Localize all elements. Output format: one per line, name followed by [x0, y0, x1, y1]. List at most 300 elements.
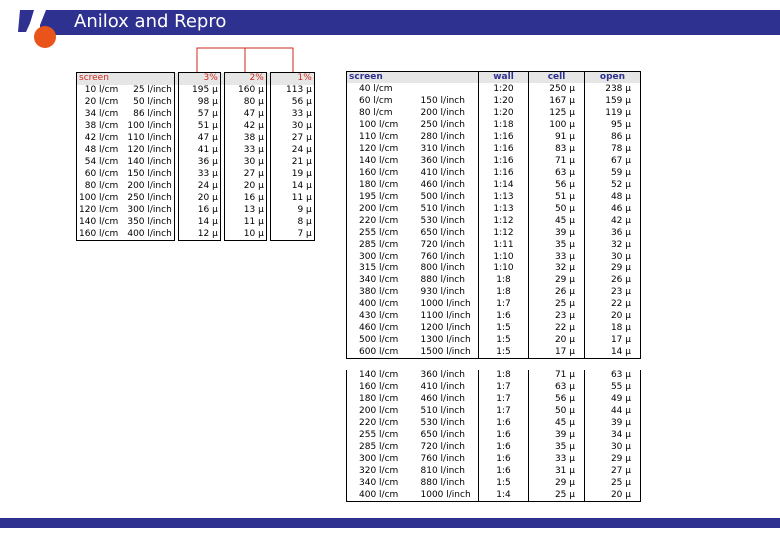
- open-size-cell: 20 µ: [585, 489, 641, 501]
- pct1-cell: 113 µ: [270, 85, 314, 97]
- anilox-screen-cm-cell: 160 l/cm: [347, 382, 409, 394]
- wall-cell: 1:7: [479, 382, 529, 394]
- cell-size-cell: 23 µ: [529, 311, 585, 323]
- pct3-cell: 57 µ: [178, 109, 220, 121]
- pct1-cell: 24 µ: [270, 145, 314, 157]
- open-size-cell: 67 µ: [585, 155, 641, 167]
- open-size-cell: 39 µ: [585, 418, 641, 430]
- open-size-cell: 17 µ: [585, 335, 641, 347]
- open-size-cell: 86 µ: [585, 131, 641, 143]
- screen-header: screen: [77, 73, 175, 85]
- pct2-cell: 10 µ: [224, 229, 266, 241]
- anilox-screen-cm-cell: 400 l/cm: [347, 489, 409, 501]
- open-size-cell: 49 µ: [585, 394, 641, 406]
- screen-cm-cell: 160 l/cm: [77, 229, 121, 241]
- pct3-cell: 195 µ: [178, 85, 220, 97]
- table-row: [77, 217, 315, 229]
- open-size-cell: 14 µ: [585, 347, 641, 359]
- table-row: [77, 181, 315, 193]
- pct2-cell: 80 µ: [224, 97, 266, 109]
- anilox-screen-cm-cell: 600 l/cm: [347, 347, 409, 359]
- anilox-screen-inch-cell: 510 l/inch: [409, 406, 479, 418]
- table-row: [347, 406, 641, 418]
- table-row: [347, 454, 641, 466]
- wall-cell: 1:16: [479, 155, 529, 167]
- pct2-header: 2%: [224, 73, 266, 85]
- table-row: [77, 85, 315, 97]
- wall-cell: 1:6: [479, 466, 529, 478]
- wall-cell: 1:16: [479, 131, 529, 143]
- cell-size-cell: 39 µ: [529, 227, 585, 239]
- pct1-cell: 8 µ: [270, 217, 314, 229]
- pct3-header: 3%: [178, 73, 220, 85]
- pct1-header: 1%: [270, 73, 314, 85]
- table-row: [77, 205, 315, 217]
- anilox-screen-inch-cell: 880 l/inch: [409, 477, 479, 489]
- open-size-cell: 119 µ: [585, 107, 641, 119]
- wall-cell: 1:8: [479, 287, 529, 299]
- wall-cell: 1:11: [479, 239, 529, 251]
- pct1-cell: 33 µ: [270, 109, 314, 121]
- screen-cm-cell: 34 l/cm: [77, 109, 121, 121]
- open-size-cell: 36 µ: [585, 227, 641, 239]
- pct1-cell: 11 µ: [270, 193, 314, 205]
- wall-cell: 1:6: [479, 418, 529, 430]
- open-size-cell: 55 µ: [585, 382, 641, 394]
- table-row: [347, 203, 641, 215]
- screen-inch-cell: 400 l/inch: [120, 229, 174, 241]
- anilox-screen-cm-cell: 120 l/cm: [347, 143, 409, 155]
- anilox-screen-cm-cell: 460 l/cm: [347, 323, 409, 335]
- table-row: [347, 418, 641, 430]
- cell-size-cell: 45 µ: [529, 215, 585, 227]
- table-row: [347, 299, 641, 311]
- anilox-screen-inch-cell: 280 l/inch: [409, 131, 479, 143]
- footer-bar: [0, 518, 780, 528]
- table-row: [347, 167, 641, 179]
- pct2-cell: 38 µ: [224, 133, 266, 145]
- wall-cell: 1:16: [479, 167, 529, 179]
- cell-size-cell: 31 µ: [529, 466, 585, 478]
- table-row: [347, 442, 641, 454]
- anilox-screen-cm-cell: 40 l/cm: [347, 83, 409, 95]
- table-row: [347, 323, 641, 335]
- cell-size-cell: 17 µ: [529, 347, 585, 359]
- anilox-screen-cm-cell: 340 l/cm: [347, 477, 409, 489]
- anilox-screen-cm-cell: 80 l/cm: [347, 107, 409, 119]
- cell-size-cell: 32 µ: [529, 263, 585, 275]
- anilox-screen-cm-cell: 195 l/cm: [347, 191, 409, 203]
- open-size-cell: 29 µ: [585, 454, 641, 466]
- anilox-screen-inch-cell: 460 l/inch: [409, 394, 479, 406]
- table-row: [77, 121, 315, 133]
- open-size-cell: 26 µ: [585, 275, 641, 287]
- cell-size-cell: 25 µ: [529, 489, 585, 501]
- anilox-screen-cm-cell: 285 l/cm: [347, 239, 409, 251]
- pct3-cell: 98 µ: [178, 97, 220, 109]
- table-row: [347, 263, 641, 275]
- cell-size-cell: 20 µ: [529, 335, 585, 347]
- anilox-screen-inch-cell: 760 l/inch: [409, 251, 479, 263]
- wall-cell: 1:4: [479, 489, 529, 501]
- anilox-screen-inch-cell: 410 l/inch: [409, 167, 479, 179]
- wall-cell: 1:5: [479, 477, 529, 489]
- pct1-cell: 19 µ: [270, 169, 314, 181]
- pct3-cell: 24 µ: [178, 181, 220, 193]
- table-row: [77, 169, 315, 181]
- wall-cell: 1:5: [479, 347, 529, 359]
- anilox-screen-cm-cell: 200 l/cm: [347, 406, 409, 418]
- group-spacer: [347, 359, 641, 370]
- table-row: [347, 347, 641, 359]
- cell-size-cell: 25 µ: [529, 299, 585, 311]
- anilox-screen-cm-cell: 160 l/cm: [347, 167, 409, 179]
- table-row: [347, 239, 641, 251]
- table-row: [347, 287, 641, 299]
- anilox-screen-inch-cell: 720 l/inch: [409, 442, 479, 454]
- wall-cell: 1:8: [479, 275, 529, 287]
- table-row: [347, 155, 641, 167]
- cell-size-cell: 91 µ: [529, 131, 585, 143]
- pct3-cell: 33 µ: [178, 169, 220, 181]
- open-size-cell: 238 µ: [585, 83, 641, 95]
- screen-inch-cell: 50 l/inch: [120, 97, 174, 109]
- wall-cell: 1:18: [479, 119, 529, 131]
- anilox-screen-cm-cell: 180 l/cm: [347, 394, 409, 406]
- pct2-cell: 13 µ: [224, 205, 266, 217]
- screen-cm-cell: 42 l/cm: [77, 133, 121, 145]
- table-row: [347, 335, 641, 347]
- screen-inch-cell: 200 l/inch: [120, 181, 174, 193]
- anilox-screen-cm-cell: 300 l/cm: [347, 454, 409, 466]
- table-row: [77, 229, 315, 241]
- pct2-cell: 47 µ: [224, 109, 266, 121]
- open-size-cell: 159 µ: [585, 95, 641, 107]
- screen-cm-cell: 54 l/cm: [77, 157, 121, 169]
- cell-size-cell: 125 µ: [529, 107, 585, 119]
- anilox-screen-inch-cell: 720 l/inch: [409, 239, 479, 251]
- anilox-screen-inch-cell: 1000 l/inch: [409, 299, 479, 311]
- cell-size-cell: 26 µ: [529, 287, 585, 299]
- wall-cell: 1:10: [479, 251, 529, 263]
- cell-size-cell: 35 µ: [529, 442, 585, 454]
- screen-cm-cell: 100 l/cm: [77, 193, 121, 205]
- table-row: [347, 191, 641, 203]
- table-row: [347, 311, 641, 323]
- open-size-cell: 34 µ: [585, 430, 641, 442]
- pct2-cell: 16 µ: [224, 193, 266, 205]
- open-size-cell: 52 µ: [585, 179, 641, 191]
- table-row: [77, 97, 315, 109]
- open-size-cell: 44 µ: [585, 406, 641, 418]
- table-row: [347, 370, 641, 382]
- cell-size-cell: 63 µ: [529, 382, 585, 394]
- pct3-cell: 14 µ: [178, 217, 220, 229]
- screen-cm-cell: 120 l/cm: [77, 205, 121, 217]
- cell-size-cell: 100 µ: [529, 119, 585, 131]
- pct3-cell: 36 µ: [178, 157, 220, 169]
- wall-cell: 1:16: [479, 143, 529, 155]
- wall-cell: 1:6: [479, 430, 529, 442]
- wall-cell: 1:5: [479, 335, 529, 347]
- anilox-screen-cm-cell: 140 l/cm: [347, 370, 409, 382]
- cell-size-cell: 83 µ: [529, 143, 585, 155]
- screen-cm-cell: 80 l/cm: [77, 181, 121, 193]
- screen-inch-cell: 350 l/inch: [120, 217, 174, 229]
- anilox-screen-inch-cell: 530 l/inch: [409, 418, 479, 430]
- cell-size-cell: 167 µ: [529, 95, 585, 107]
- wall-cell: 1:14: [479, 179, 529, 191]
- screen-inch-cell: 110 l/inch: [120, 133, 174, 145]
- anilox-screen-inch-cell: 810 l/inch: [409, 466, 479, 478]
- pct1-cell: 14 µ: [270, 181, 314, 193]
- anilox-screen-cm-cell: 430 l/cm: [347, 311, 409, 323]
- table-row: [347, 489, 641, 501]
- anilox-screen-cm-cell: 100 l/cm: [347, 119, 409, 131]
- anilox-screen-inch-cell: 1100 l/inch: [409, 311, 479, 323]
- wall-cell: 1:20: [479, 107, 529, 119]
- anilox-screen-inch-cell: 510 l/inch: [409, 203, 479, 215]
- cell-size-cell: 50 µ: [529, 203, 585, 215]
- anilox-screen-inch-cell: 360 l/inch: [409, 155, 479, 167]
- cell-size-cell: 250 µ: [529, 83, 585, 95]
- anilox-screen-inch-cell: 930 l/inch: [409, 287, 479, 299]
- wall-cell: 1:7: [479, 299, 529, 311]
- anilox-screen-inch-cell: 410 l/inch: [409, 382, 479, 394]
- cell-size-cell: 71 µ: [529, 370, 585, 382]
- anilox-screen-cm-cell: 180 l/cm: [347, 179, 409, 191]
- screen-cm-cell: 140 l/cm: [77, 217, 121, 229]
- screen-cm-cell: 10 l/cm: [77, 85, 121, 97]
- open-size-cell: 23 µ: [585, 287, 641, 299]
- anilox-screen-cm-cell: 60 l/cm: [347, 95, 409, 107]
- open-size-cell: 78 µ: [585, 143, 641, 155]
- open-size-cell: 59 µ: [585, 167, 641, 179]
- pct2-cell: 33 µ: [224, 145, 266, 157]
- pct1-cell: 7 µ: [270, 229, 314, 241]
- open-size-cell: 30 µ: [585, 251, 641, 263]
- anilox-screen-inch-cell: 1200 l/inch: [409, 323, 479, 335]
- anilox-screen-cm-cell: 285 l/cm: [347, 442, 409, 454]
- wall-cell: 1:20: [479, 95, 529, 107]
- screen-inch-cell: 100 l/inch: [120, 121, 174, 133]
- anilox-screen-cm-cell: 220 l/cm: [347, 215, 409, 227]
- pct1-cell: 9 µ: [270, 205, 314, 217]
- anilox-screen-inch-cell: 760 l/inch: [409, 454, 479, 466]
- anilox-screen-cm-cell: 255 l/cm: [347, 227, 409, 239]
- anilox-screen-cm-cell: 255 l/cm: [347, 430, 409, 442]
- table-row: [347, 119, 641, 131]
- anilox-screen-inch-cell: 200 l/inch: [409, 107, 479, 119]
- table-row: [347, 83, 641, 95]
- pct1-cell: 27 µ: [270, 133, 314, 145]
- percentage-connector-lines: [196, 46, 296, 72]
- table-row: [77, 109, 315, 121]
- anilox-screen-cm-cell: 340 l/cm: [347, 275, 409, 287]
- open-size-cell: 42 µ: [585, 215, 641, 227]
- cell-size-cell: 35 µ: [529, 239, 585, 251]
- anilox-screen-cm-cell: 380 l/cm: [347, 287, 409, 299]
- wall-cell: 1:7: [479, 406, 529, 418]
- table-row: [347, 95, 641, 107]
- table-row: [77, 157, 315, 169]
- table-row: [347, 382, 641, 394]
- screen-table-header: [77, 73, 315, 85]
- cell-size-cell: 56 µ: [529, 179, 585, 191]
- pct3-cell: 20 µ: [178, 193, 220, 205]
- pct2-cell: 11 µ: [224, 217, 266, 229]
- anilox-screen-inch-cell: 1300 l/inch: [409, 335, 479, 347]
- table-row: [347, 179, 641, 191]
- open-size-cell: 63 µ: [585, 370, 641, 382]
- anilox-screen-inch-cell: 250 l/inch: [409, 119, 479, 131]
- wall-cell: 1:20: [479, 83, 529, 95]
- pct3-cell: 12 µ: [178, 229, 220, 241]
- screen-cm-cell: 20 l/cm: [77, 97, 121, 109]
- anilox-screen-cm-cell: 220 l/cm: [347, 418, 409, 430]
- anilox-screen-inch-cell: 530 l/inch: [409, 215, 479, 227]
- cell-size-cell: 33 µ: [529, 454, 585, 466]
- table-row: [347, 215, 641, 227]
- pct1-cell: 30 µ: [270, 121, 314, 133]
- anilox-screen-inch-cell: 150 l/inch: [409, 95, 479, 107]
- anilox-screen-inch-cell: 650 l/inch: [409, 227, 479, 239]
- open-size-cell: 22 µ: [585, 299, 641, 311]
- table-row: [347, 107, 641, 119]
- cell-size-cell: 56 µ: [529, 394, 585, 406]
- wall-cell: 1:12: [479, 215, 529, 227]
- table-row: [77, 133, 315, 145]
- anilox-screen-header: screen: [347, 72, 409, 84]
- anilox-screen-inch-cell: 460 l/inch: [409, 179, 479, 191]
- anilox-screen-inch-cell: [409, 83, 479, 95]
- anilox-screen-cm-cell: 500 l/cm: [347, 335, 409, 347]
- pct2-cell: 30 µ: [224, 157, 266, 169]
- open-size-cell: 25 µ: [585, 477, 641, 489]
- pct2-cell: 27 µ: [224, 169, 266, 181]
- anilox-screen-cm-cell: 315 l/cm: [347, 263, 409, 275]
- anilox-screen-inch-cell: 1500 l/inch: [409, 347, 479, 359]
- cell-size-cell: 39 µ: [529, 430, 585, 442]
- wall-cell: 1:10: [479, 263, 529, 275]
- cell-size-cell: 22 µ: [529, 323, 585, 335]
- page-title: Anilox and Repro: [74, 11, 227, 32]
- pct1-cell: 56 µ: [270, 97, 314, 109]
- open-size-cell: 29 µ: [585, 263, 641, 275]
- table-row: [347, 394, 641, 406]
- anilox-screen-cm-cell: 140 l/cm: [347, 155, 409, 167]
- anilox-inch-header: [409, 72, 479, 84]
- table-row: [347, 143, 641, 155]
- screen-inch-cell: 250 l/inch: [120, 193, 174, 205]
- cell-size-cell: 71 µ: [529, 155, 585, 167]
- table-row: [347, 477, 641, 489]
- pct3-cell: 51 µ: [178, 121, 220, 133]
- wall-cell: 1:5: [479, 323, 529, 335]
- wall-cell: 1:12: [479, 227, 529, 239]
- screen-inch-cell: 120 l/inch: [120, 145, 174, 157]
- cell-size-cell: 29 µ: [529, 275, 585, 287]
- anilox-screen-cm-cell: 200 l/cm: [347, 203, 409, 215]
- pct3-cell: 16 µ: [178, 205, 220, 217]
- table-row: [347, 430, 641, 442]
- anilox-screen-cm-cell: 400 l/cm: [347, 299, 409, 311]
- anilox-screen-cm-cell: 320 l/cm: [347, 466, 409, 478]
- screen-inch-cell: 140 l/inch: [120, 157, 174, 169]
- wall-cell: 1:7: [479, 394, 529, 406]
- open-size-cell: 30 µ: [585, 442, 641, 454]
- anilox-screen-cm-cell: 110 l/cm: [347, 131, 409, 143]
- wall-cell: 1:6: [479, 311, 529, 323]
- anilox-screen-inch-cell: 1000 l/inch: [409, 489, 479, 501]
- anilox-screen-inch-cell: 360 l/inch: [409, 370, 479, 382]
- cell-size-cell: 45 µ: [529, 418, 585, 430]
- table-row: [347, 466, 641, 478]
- table-row: [347, 275, 641, 287]
- wall-header: wall: [479, 72, 529, 84]
- anilox-screen-inch-cell: 500 l/inch: [409, 191, 479, 203]
- anilox-screen-inch-cell: 800 l/inch: [409, 263, 479, 275]
- pct3-cell: 47 µ: [178, 133, 220, 145]
- screen-cm-cell: 60 l/cm: [77, 169, 121, 181]
- pct2-cell: 42 µ: [224, 121, 266, 133]
- cell-size-cell: 63 µ: [529, 167, 585, 179]
- anilox-table-header: [347, 72, 641, 84]
- company-logo-icon: [16, 10, 60, 50]
- anilox-screen-inch-cell: 880 l/inch: [409, 275, 479, 287]
- anilox-screen-inch-cell: 310 l/inch: [409, 143, 479, 155]
- open-size-cell: 20 µ: [585, 311, 641, 323]
- open-size-cell: 27 µ: [585, 466, 641, 478]
- open-size-cell: 48 µ: [585, 191, 641, 203]
- screen-inch-cell: 150 l/inch: [120, 169, 174, 181]
- wall-cell: 1:8: [479, 370, 529, 382]
- anilox-screen-inch-cell: 650 l/inch: [409, 430, 479, 442]
- cell-size-cell: 50 µ: [529, 406, 585, 418]
- wall-cell: 1:13: [479, 203, 529, 215]
- open-size-cell: 18 µ: [585, 323, 641, 335]
- table-row: [347, 227, 641, 239]
- open-size-cell: 46 µ: [585, 203, 641, 215]
- screen-dot-table: [76, 72, 315, 241]
- screen-inch-cell: 86 l/inch: [120, 109, 174, 121]
- wall-cell: 1:6: [479, 454, 529, 466]
- open-header: open: [585, 72, 641, 84]
- pct2-cell: 20 µ: [224, 181, 266, 193]
- anilox-screen-cm-cell: 300 l/cm: [347, 251, 409, 263]
- wall-cell: 1:6: [479, 442, 529, 454]
- table-row: [77, 193, 315, 205]
- cell-header: cell: [529, 72, 585, 84]
- screen-cm-cell: 48 l/cm: [77, 145, 121, 157]
- open-size-cell: 95 µ: [585, 119, 641, 131]
- pct3-cell: 41 µ: [178, 145, 220, 157]
- wall-cell: 1:13: [479, 191, 529, 203]
- table-row: [77, 145, 315, 157]
- screen-inch-cell: 300 l/inch: [120, 205, 174, 217]
- pct2-cell: 160 µ: [224, 85, 266, 97]
- cell-size-cell: 29 µ: [529, 477, 585, 489]
- cell-size-cell: 33 µ: [529, 251, 585, 263]
- open-size-cell: 32 µ: [585, 239, 641, 251]
- screen-cm-cell: 38 l/cm: [77, 121, 121, 133]
- cell-size-cell: 51 µ: [529, 191, 585, 203]
- screen-inch-cell: 25 l/inch: [120, 85, 174, 97]
- pct1-cell: 21 µ: [270, 157, 314, 169]
- table-row: [347, 251, 641, 263]
- anilox-table: [346, 71, 641, 502]
- table-row: [347, 131, 641, 143]
